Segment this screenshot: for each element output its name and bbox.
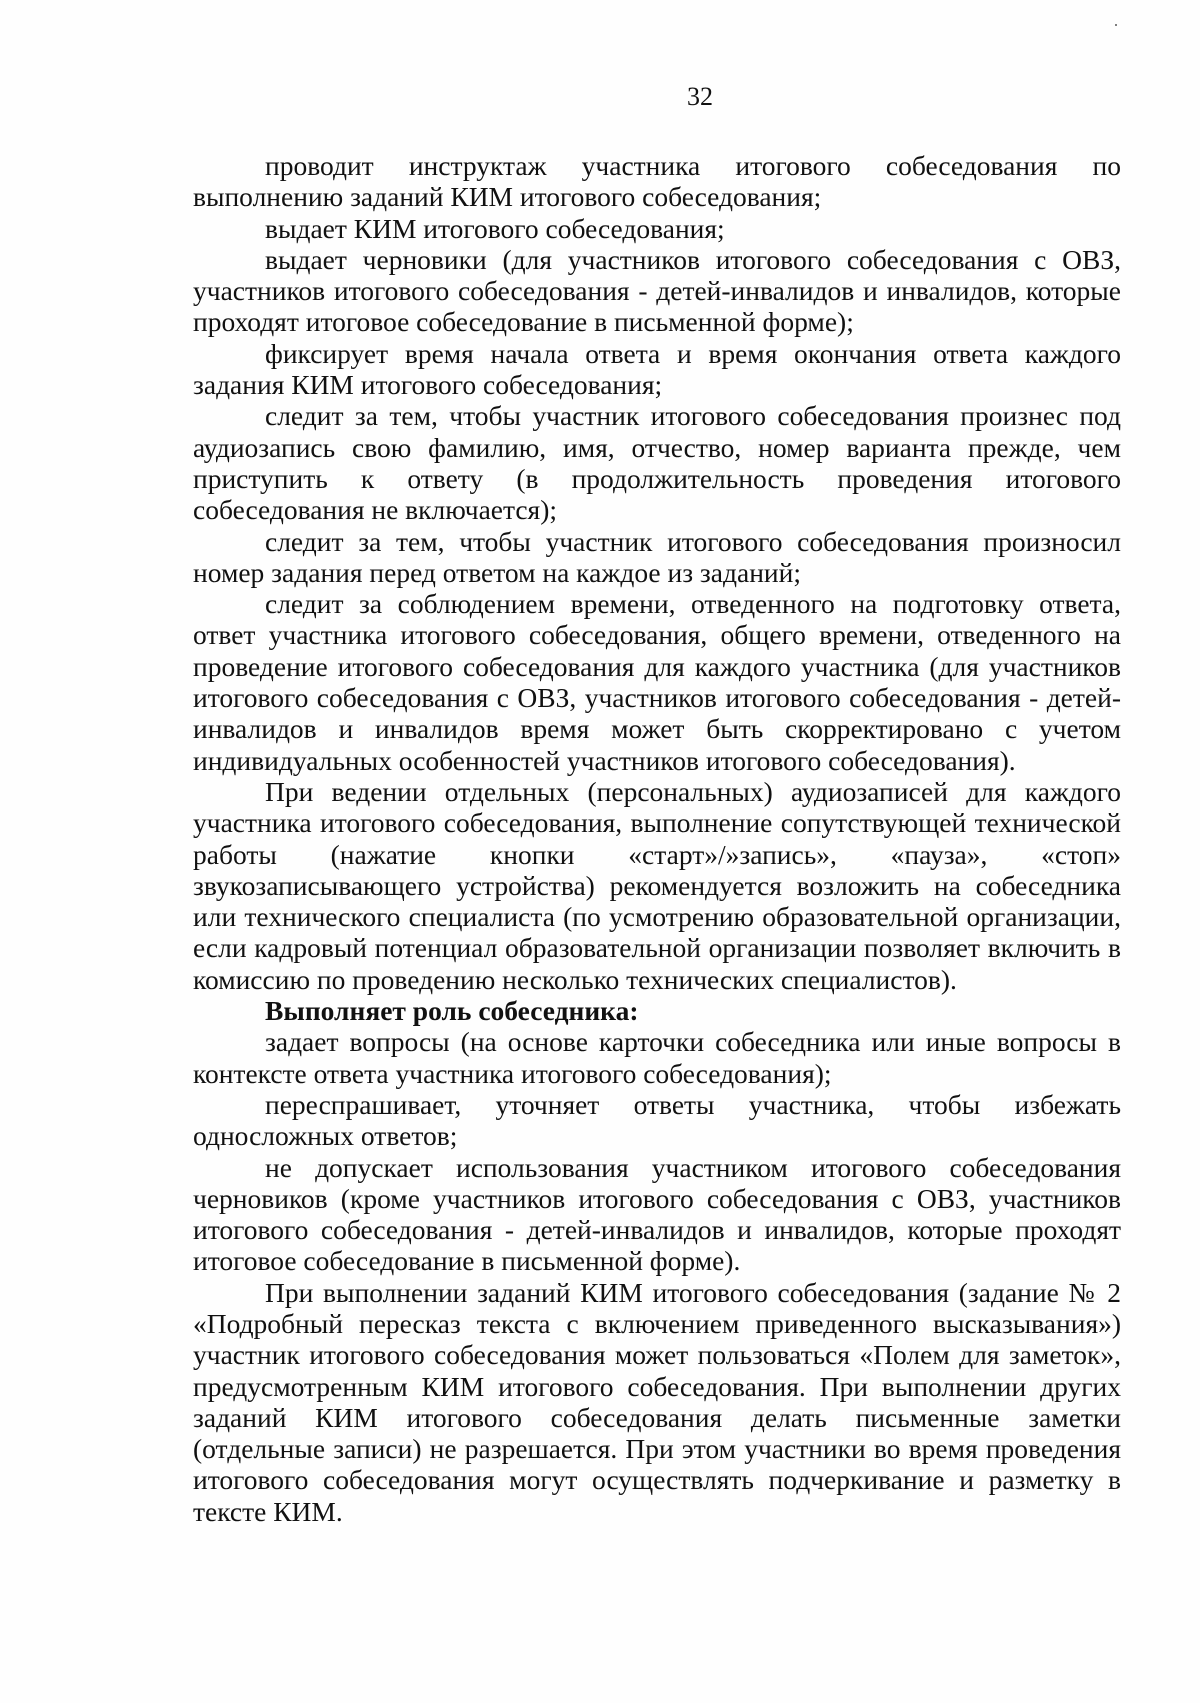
paragraph: фиксирует время начала ответа и время окончания ответа каждого задания КИМ итогового собеседования; [193, 337, 1121, 401]
paragraph: переспрашивает, уточняет ответы участника, чтобы избежать односложных ответов; [193, 1088, 1121, 1152]
scan-speck [1115, 24, 1117, 26]
paragraph: следит за тем, чтобы участник итогового собеседования произносил номер задания перед ответом на каждое из заданий; [193, 525, 1121, 588]
paragraph: При выполнении заданий КИМ итогового собеседования (задание № 2 «Подробный пересказ текста с включением приведенного высказывания») участник итогового собеседования может пользоваться «Полем для заметок», предусмотренным КИМ итогового собеседования. При выполнении других заданий КИМ итогового собеседования делать письменные заметки (отдельные записи) не разрешается. При этом участники во время проведения итогового собеседования могут осуществлять подчеркивание и разметку в тексте КИМ. [193, 1276, 1121, 1527]
paragraph: выдает черновики (для участников итогового собеседования с ОВЗ, участников итогового собеседования - детей-инвалидов и инвалидов, которые проходят итоговое собеседование в письменной форме); [193, 243, 1121, 338]
paragraph: задает вопросы (на основе карточки собеседника или иные вопросы в контексте ответа участника итогового собеседования); [193, 1026, 1121, 1089]
paragraph: При ведении отдельных (персональных) аудиозаписей для каждого участника итогового собеседования, выполнение сопутствующей технической работы (нажатие кнопки «старт»/»запись», «пауза», «стоп» звукозаписывающего устройства) рекомендуется возложить на собеседника или технического специалиста (по усмотрению образовательной организации, если кадровый потенциал образовательной организации позволяет включить в комиссию по проведению несколько технических специалистов). [193, 775, 1121, 995]
paragraph: выдает КИМ итогового собеседования; [265, 212, 725, 244]
page-number: 32 [687, 82, 713, 111]
paragraph: не допускает использования участником итогового собеседования черновиков (кроме участников итогового собеседования с ОВЗ, участников итогового собеседования - детей-инвалидов и инвалидов, которые проходят итоговое собеседование в письменной форме). [193, 1151, 1121, 1277]
paragraph: проводит инструктаж участника итогового собеседования по выполнению заданий КИМ итогового собеседования; [193, 150, 1121, 213]
paragraph: следит за соблюдением времени, отведенного на подготовку ответа, ответ участника итогового собеседования, общего времени, отведенного на проведение итогового собеседования для каждого участника (для участников итогового собеседования с ОВЗ, участников итогового собеседования - детей-инвалидов и инвалидов время может быть скорректировано с учетом индивидуальных особенностей участников итогового собеседования). [193, 588, 1121, 776]
document-body [193, 150, 1121, 1527]
paragraph: следит за тем, чтобы участник итогового собеседования произнес под аудиозапись свою фамилию, имя, отчество, номер варианта прежде, чем приступить к ответу (в продолжительность проведения итогового собеседования не включается); [193, 400, 1121, 526]
section-heading: Выполняет роль собеседника: [265, 995, 639, 1027]
